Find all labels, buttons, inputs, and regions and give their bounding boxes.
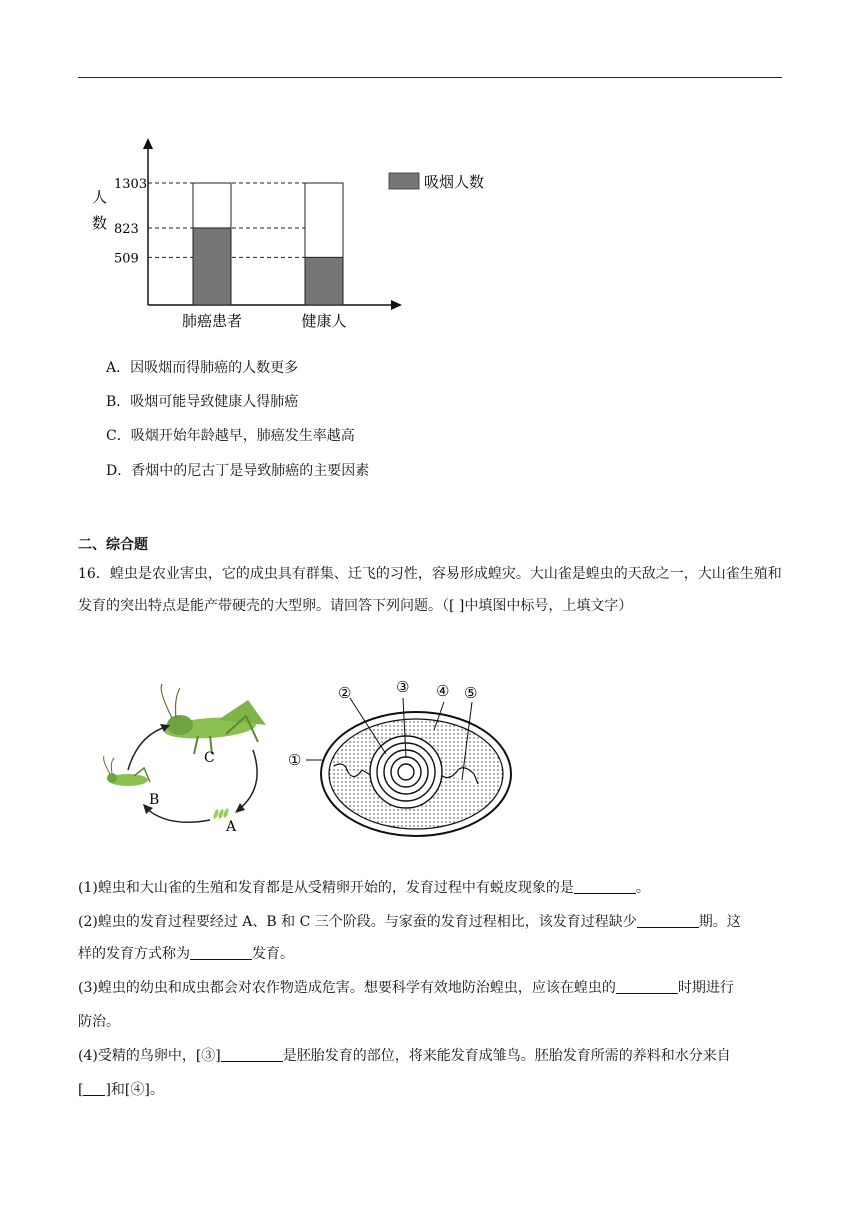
stage-b-label: B bbox=[149, 792, 160, 808]
stage-a-label: A bbox=[226, 819, 237, 835]
egg-mass-icon bbox=[212, 808, 229, 820]
question-16-part-3-cont: 防治。 bbox=[78, 1014, 120, 1030]
option-d: D．香烟中的尼古丁是导致肺癌的主要因素 bbox=[106, 463, 370, 479]
y-label-1: 人 bbox=[92, 188, 108, 206]
smoking-bar-chart bbox=[78, 130, 518, 339]
answer-blank-1[interactable] bbox=[574, 879, 636, 894]
adult-locust-icon bbox=[161, 684, 266, 754]
y-tick-label: 823 bbox=[114, 221, 139, 237]
locust-cycle-svg bbox=[98, 680, 298, 840]
egg-label-3: ③ bbox=[396, 680, 410, 696]
answer-blank-3[interactable] bbox=[616, 979, 678, 994]
y-label-2: 数 bbox=[92, 214, 108, 232]
question-16-stem: 16．蝗虫是农业害虫，它的成虫具有群集、迁飞的习性，容易形成蝗灾。大山雀是蝗虫的天敌之一，大山雀生殖和发育的突出特点是能产带硬壳的大型卵。请回答下列问题。（[ ]中填图中标号，上填文字） bbox=[78, 566, 782, 614]
option-b: B．吸烟可能导致健康人得肺癌 bbox=[106, 394, 299, 410]
option-c: C．吸烟开始年龄越早，肺癌发生率越高 bbox=[106, 428, 355, 444]
question-16-part-4: (4)受精的鸟卵中，[③] 是胚胎发育的部位，将来能发育成雏鸟。胚胎发育所需的养料和水分来自 bbox=[78, 1048, 731, 1064]
locust-life-cycle-figure bbox=[98, 680, 298, 844]
legend-swatch bbox=[389, 173, 419, 189]
stage-c-label: C bbox=[204, 750, 215, 766]
bird-egg-figure bbox=[288, 680, 528, 844]
nymph-locust-icon bbox=[104, 756, 150, 786]
question-16-part-3: (3)蝗虫的幼虫和成虫都会对农作物造成危害。想要科学有效地防治蝗虫，应该在蝗虫的 时期进行 bbox=[78, 980, 734, 996]
y-tick-label: 509 bbox=[114, 251, 139, 267]
question-16-part-4-cont: [ ]和[④]。 bbox=[78, 1082, 164, 1098]
arrow-b-to-c bbox=[128, 726, 168, 770]
header-rule bbox=[78, 77, 782, 78]
y-axis-arrow bbox=[143, 138, 153, 149]
legend-label: 吸烟人数 bbox=[424, 173, 485, 191]
bar-smokers bbox=[305, 257, 343, 305]
question-16-part-2-cont: 样的发育方式称为 发育。 bbox=[78, 946, 294, 962]
option-a: A．因吸烟而得肺癌的人数更多 bbox=[106, 360, 299, 376]
y-tick-label: 1303 bbox=[114, 177, 148, 192]
answer-blank-4a[interactable] bbox=[221, 1047, 283, 1062]
bar-smokers bbox=[193, 228, 231, 305]
arrow-c-to-a bbox=[238, 750, 257, 810]
chart-svg bbox=[78, 130, 518, 335]
x-category-label: 肺癌患者 bbox=[181, 312, 243, 330]
egg-label-2: ② bbox=[338, 684, 352, 702]
arrow-a-to-b bbox=[146, 808, 210, 822]
answer-blank-2a[interactable] bbox=[637, 913, 699, 928]
egg-label-5: ⑤ bbox=[464, 684, 478, 702]
question-16-part-2: (2)蝗虫的发育过程要经过 A、B 和 C 三个阶段。与家蚕的发育过程相比，该发育过程缺少 期。这 bbox=[78, 914, 741, 930]
answer-blank-4b[interactable] bbox=[83, 1081, 105, 1096]
x-category-label: 健康人 bbox=[301, 312, 347, 330]
section-title: 二、综合题 bbox=[78, 537, 148, 553]
answer-blank-2b[interactable] bbox=[190, 945, 252, 960]
x-axis-arrow bbox=[391, 300, 402, 310]
egg-label-4: ④ bbox=[436, 682, 450, 700]
egg-label-1: ① bbox=[288, 751, 302, 769]
bird-egg-svg bbox=[288, 680, 528, 840]
question-16-part-1: (1)蝗虫和大山雀的生殖和发育都是从受精卵开始的，发育过程中有蜕皮现象的是 。 bbox=[78, 880, 650, 896]
